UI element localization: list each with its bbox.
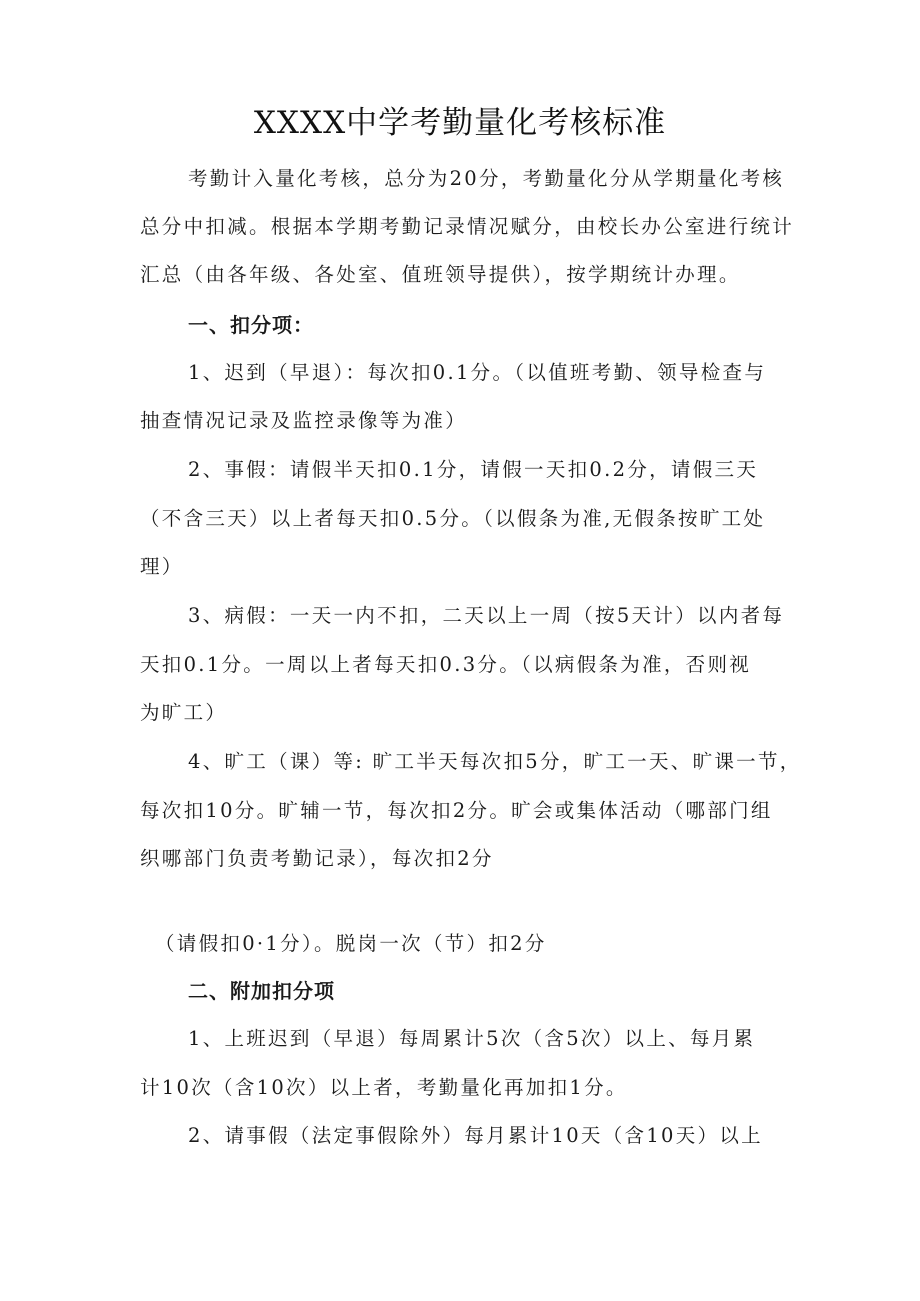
intro-line-2: 总分中扣减。根据本学期考勤记录情况赋分，由校长办公室进行统计 (140, 215, 795, 238)
section1-item1-line-1: 1、迟到（早退）：每次扣0.1分。（以值班考勤、领导检查与 (188, 361, 767, 384)
section1-item4-line-2: 每次扣10分。旷辅一节，每次扣2分。旷会或集体活动（哪部门组 (140, 799, 773, 822)
section1-note: （请假扣0·1分）。脱岗一次（节）扣2分 (155, 932, 547, 955)
section2-item2-line-1: 2、请事假（法定事假除外）每月累计10天（含10天）以上 (188, 1124, 763, 1147)
intro-line-1: 考勤计入量化考核，总分为20分，考勤量化分从学期量化考核 (188, 167, 785, 190)
document-title: XXXX中学考勤量化考核标准 (253, 105, 667, 141)
section1-item3-line-3: 为旷工） (140, 701, 228, 724)
section1-item2-line-2: （不含三天）以上者每天扣0.5分。（以假条为准,无假条按旷工处 (140, 507, 766, 530)
section1-item2-line-1: 2、事假：请假半天扣0.1分，请假一天扣0.2分，请假三天 (188, 458, 759, 481)
intro-line-3: 汇总（由各年级、各处室、值班领导提供），按学期统计办理。 (140, 263, 741, 286)
section2-item1-line-2: 计10次（含10次）以上者，考勤量化再加扣1分。 (140, 1076, 628, 1099)
section2-item1-line-1: 1、上班迟到（早退）每周累计5次（含5次）以上、每月累 (188, 1027, 756, 1050)
section2-heading: 二、附加扣分项 (188, 979, 335, 1003)
section1-item4-line-1: 4、旷工（课）等: 旷工半天每次扣5分，旷工一天、旷课一节， (188, 750, 802, 773)
section1-item4-line-3: 织哪部门负责考勤记录），每次扣2分 (140, 847, 494, 870)
section1-item3-line-1: 3、病假：一天一内不扣，二天以上一周（按5天计）以内者每 (188, 604, 785, 627)
section1-item3-line-2: 天扣0.1分。一周以上者每天扣0.3分。（以病假条为准，否则视 (140, 653, 752, 676)
section1-item2-line-3: 理） (140, 555, 184, 578)
section1-heading: 一、扣分项： (188, 313, 314, 337)
section1-item1-line-2: 抽查情况记录及监控录像等为准） (140, 409, 468, 432)
